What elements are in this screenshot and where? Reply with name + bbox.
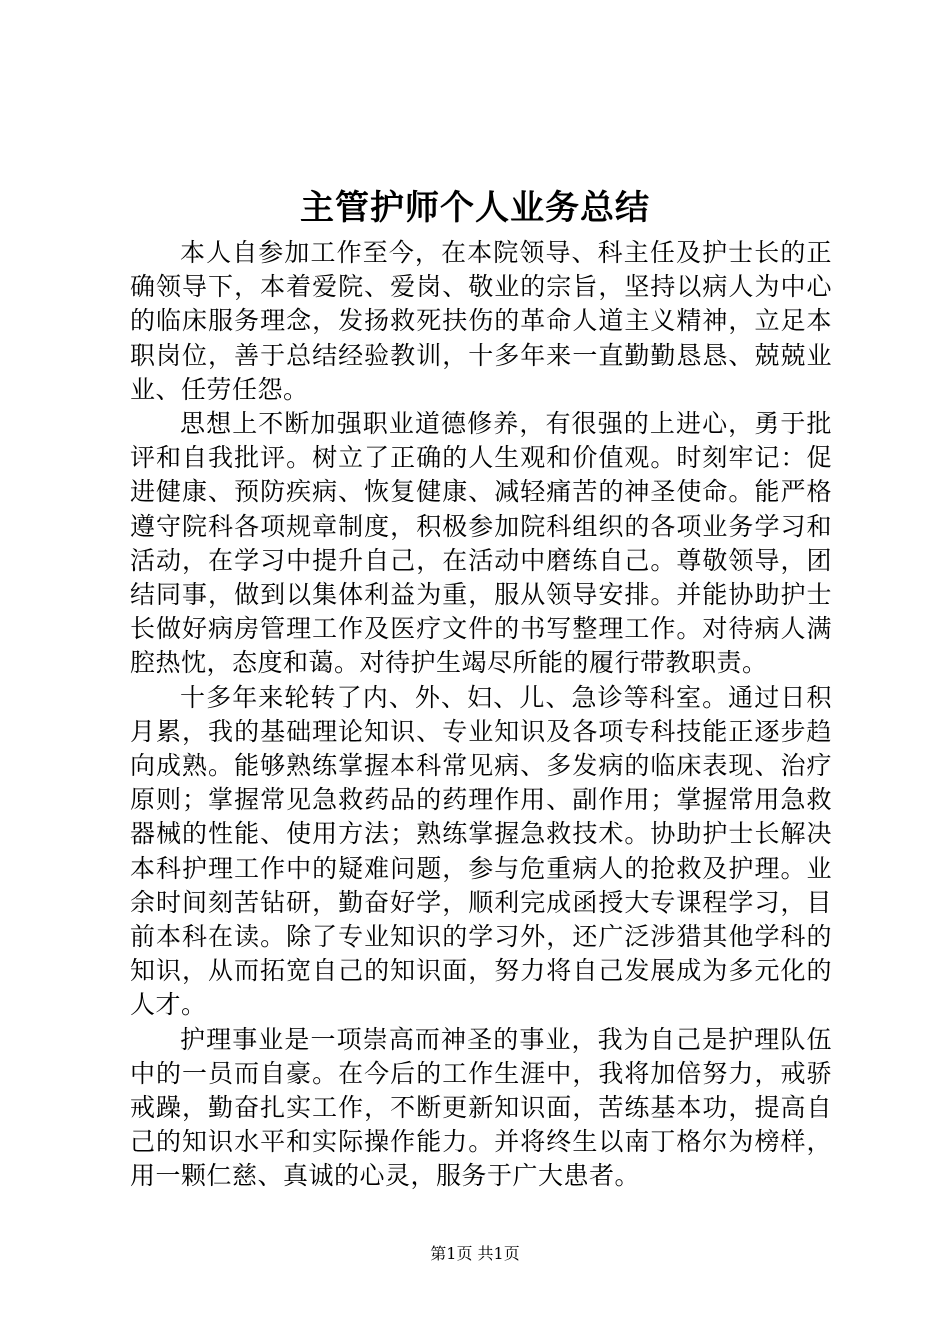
page-footer: 第1页 共1页 — [430, 1244, 520, 1263]
document-body — [130, 236, 832, 1194]
paragraph-2: 思想上不断加强职业道德修养，有很强的上进心，勇于批评和自我批评。树立了正确的人生观和价值观。时刻牢记：促进健康、预防疾病、恢复健康、减轻痛苦的神圣使命。能严格遵守院科各项规章制度，积极参加院科组织的各项业务学习和活动，在学习中提升自己，在活动中磨练自己。尊敬领导，团结同事，做到以集体利益为重，服从领导安排。并能协助护士长做好病房管理工作及医疗文件的书写整理工作。对待病人满腔热忱，态度和蔼。对待护生竭尽所能的履行带教职责。 — [130, 409, 832, 678]
paragraph-1: 本人自参加工作至今，在本院领导、科主任及护士长的正确领导下，本着爱院、爱岗、敬业的宗旨，坚持以病人为中心的临床服务理念，发扬救死扶伤的革命人道主义精神，立足本职岗位，善于总结经验教训，十多年来一直勤勤恳恳、兢兢业业、任劳任怨。 — [130, 238, 832, 404]
paragraph-3: 十多年来轮转了内、外、妇、儿、急诊等科室。通过日积月累，我的基础理论知识、专业知识及各项专科技能正逐步趋向成熟。能够熟练掌握本科常见病、多发病的临床表现、治疗原则；掌握常见急救药品的药理作用、副作用；掌握常用急救器械的性能、使用方法；熟练掌握急救技术。协助护士长解决本科护理工作中的疑难问题，参与危重病人的抢救及护理。业余时间刻苦钻研，勤奋好学，顺利完成函授大专课程学习，目前本科在读。除了专业知识的学习外，还广泛涉猎其他学科的知识，从而拓宽自己的知识面，努力将自己发展成为多元化的人才。 — [130, 682, 832, 1020]
paragraph-4: 护理事业是一项崇高而神圣的事业，我为自己是护理队伍中的一员而自豪。在今后的工作生涯中，我将加倍努力，戒骄戒躁，勤奋扎实工作，不断更新知识面，苦练基本功，提高自己的知识水平和实际操作能力。并将终生以南丁格尔为榜样，用一颗仁慈、真诚的心灵，服务于广大患者。 — [130, 1024, 832, 1191]
document-title: 主管护师个人业务总结 — [300, 188, 650, 228]
